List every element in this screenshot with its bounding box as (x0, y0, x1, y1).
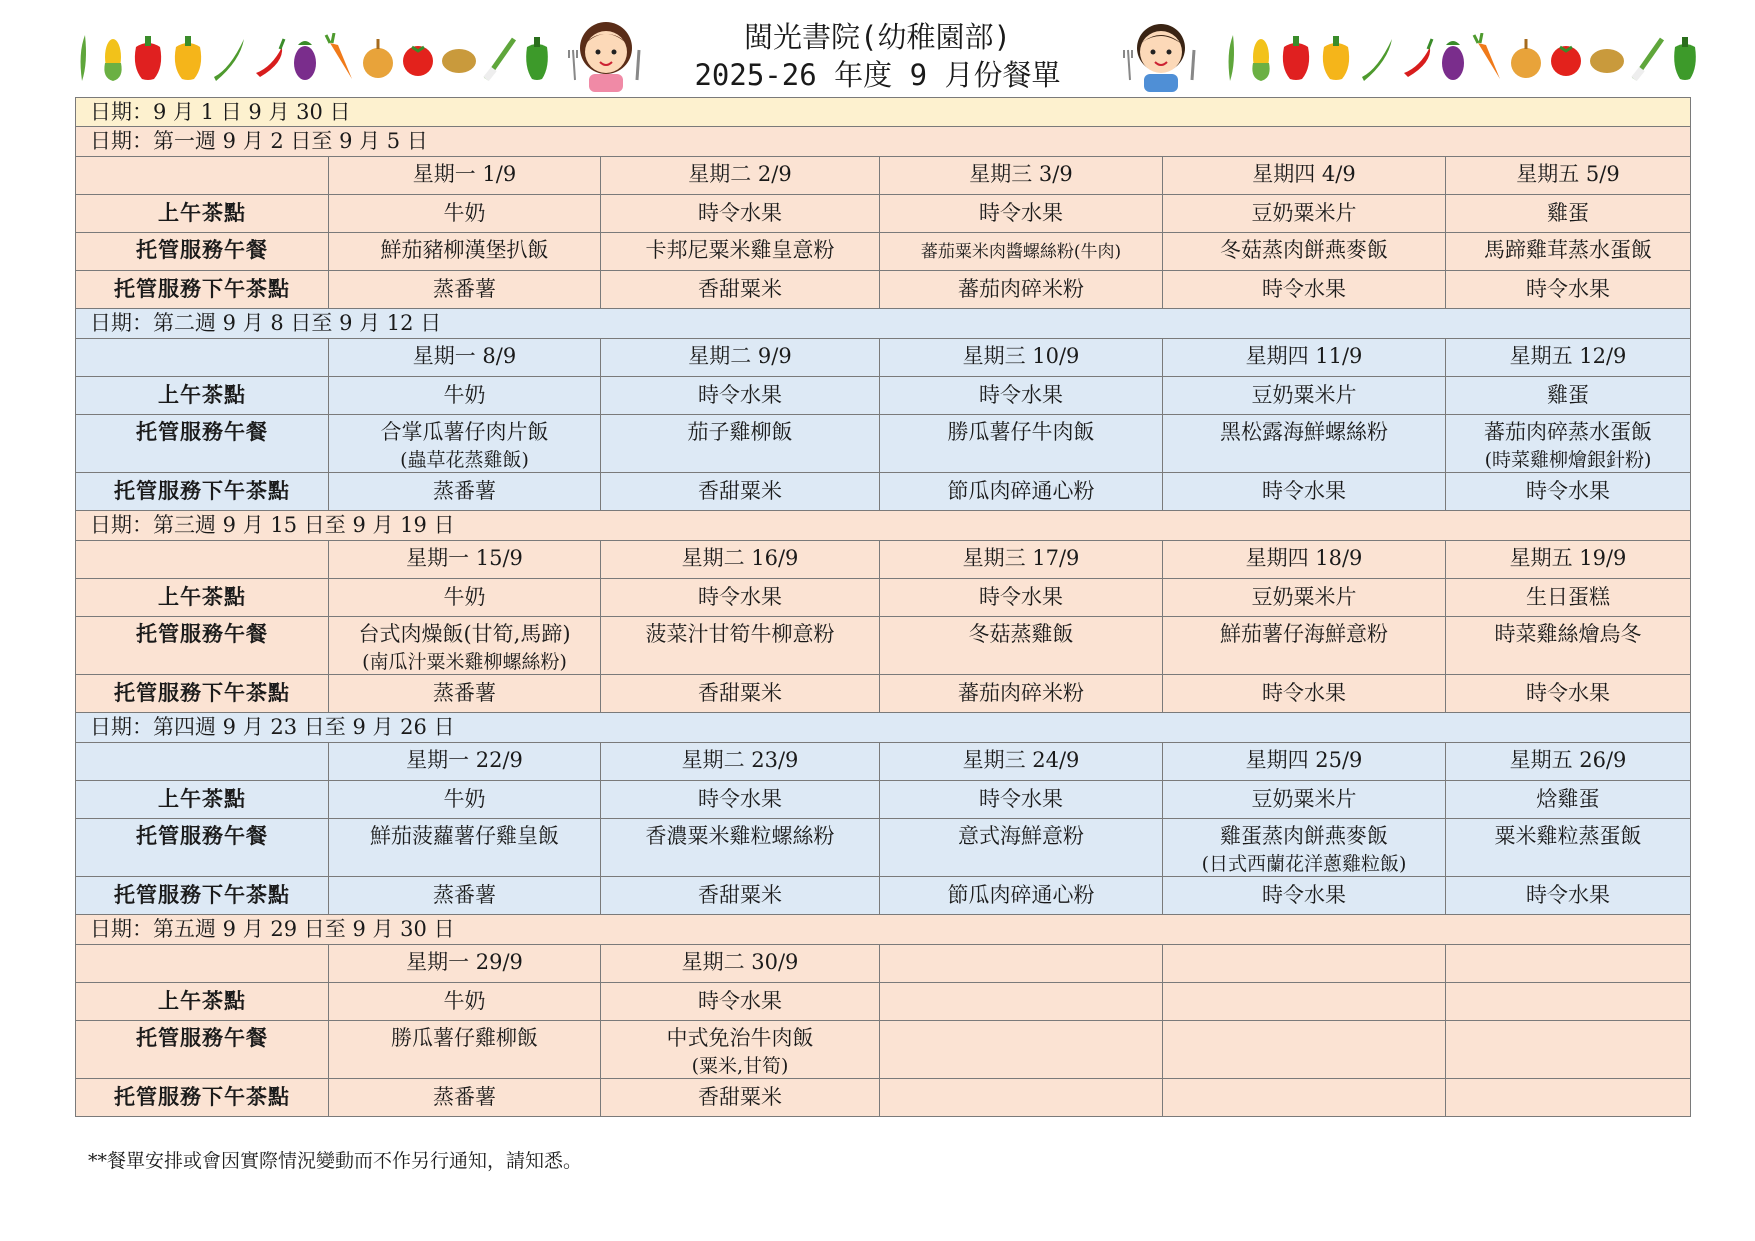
pepper-icon (1222, 33, 1244, 83)
menu-cell: 豆奶粟米片 (1163, 377, 1446, 415)
lunch-row (76, 1021, 1691, 1079)
week-date-range: 日期：第二週 9 月 8 日至 9 月 12 日 (76, 309, 1691, 339)
menu-cell (1163, 233, 1446, 271)
row-label-afternoon-snack: 托管服務下午茶點 (76, 271, 329, 309)
lunch-item: 蕃茄肉碎蒸水蛋飯 (1484, 420, 1652, 444)
menu-cell (880, 617, 1163, 675)
lunch-item: 鮮茄豬柳漢堡扒飯 (380, 238, 549, 262)
day-header: 星期二 23/9 (601, 743, 880, 781)
onion-icon (360, 33, 396, 83)
menu-cell (1446, 617, 1691, 675)
day-header: 星期一 22/9 (329, 743, 601, 781)
menu-cell: 時令水果 (1446, 675, 1691, 713)
green-bean-icon (210, 33, 248, 83)
menu-cell (880, 1079, 1163, 1117)
potato-icon (440, 33, 478, 83)
week-header-row (76, 915, 1691, 945)
menu-cell: 蒸番薯 (329, 877, 601, 915)
scallion-icon (1630, 33, 1666, 83)
menu-cell: 時令水果 (1163, 271, 1446, 309)
day-header: 星期三 17/9 (880, 541, 1163, 579)
red-pepper-icon (1278, 33, 1314, 83)
menu-cell (601, 1021, 880, 1079)
lunch-alternative: (蟲草花蒸雞飯) (400, 449, 529, 471)
day-header (880, 945, 1163, 983)
menu-cell: 香甜粟米 (601, 473, 880, 511)
menu-cell (1163, 617, 1446, 675)
afternoon-snack-row (76, 271, 1691, 309)
day-header: 星期一 15/9 (329, 541, 601, 579)
day-header: 星期四 25/9 (1163, 743, 1446, 781)
day-header: 星期二 9/9 (601, 339, 880, 377)
row-label-lunch: 托管服務午餐 (76, 415, 329, 473)
menu-cell: 時令水果 (1163, 675, 1446, 713)
week-date-range: 日期：第五週 9 月 29 日至 9 月 30 日 (76, 915, 1691, 945)
row-label-morning-snack: 上午茶點 (76, 579, 329, 617)
lunch-item: 鮮茄薯仔海鮮意粉 (1220, 622, 1388, 646)
lunch-row (76, 233, 1691, 271)
day-header: 星期三 3/9 (880, 157, 1163, 195)
menu-cell: 牛奶 (329, 781, 601, 819)
afternoon-snack-row (76, 1079, 1691, 1117)
menu-cell (601, 819, 880, 877)
day-header (1446, 945, 1691, 983)
yellow-pepper-icon (1318, 33, 1354, 83)
lunch-alternative: (粟米,甘筍) (691, 1055, 789, 1077)
menu-cell: 節瓜肉碎通心粉 (880, 877, 1163, 915)
corner-cell (76, 157, 329, 195)
menu-cell: 香甜粟米 (601, 1079, 880, 1117)
lunch-item: 中式免治牛肉飯 (666, 1026, 814, 1050)
row-label-lunch: 托管服務午餐 (76, 617, 329, 675)
lunch-row (76, 415, 1691, 473)
week-header-row (76, 127, 1691, 157)
day-header: 星期一 1/9 (329, 157, 601, 195)
menu-cell (880, 983, 1163, 1021)
menu-cell: 節瓜肉碎通心粉 (880, 473, 1163, 511)
menu-cell: 蒸番薯 (329, 271, 601, 309)
chili-icon (1400, 33, 1434, 83)
lunch-alternative: (時菜雞柳燴銀針粉) (1484, 449, 1652, 471)
menu-cell: 蕃茄肉碎米粉 (880, 271, 1163, 309)
lunch-alternative: (日式西蘭花洋蔥雞粒飯) (1201, 853, 1407, 875)
afternoon-snack-row (76, 473, 1691, 511)
menu-cell (1446, 819, 1691, 877)
day-header: 星期五 26/9 (1446, 743, 1691, 781)
lunch-item: 勝瓜薯仔雞柳飯 (391, 1026, 538, 1050)
day-header-row (76, 945, 1691, 983)
day-header (1163, 945, 1446, 983)
menu-cell: 時令水果 (880, 377, 1163, 415)
corner-cell (76, 945, 329, 983)
menu-cell (329, 819, 601, 877)
afternoon-snack-row (76, 675, 1691, 713)
day-header: 星期四 18/9 (1163, 541, 1446, 579)
row-label-morning-snack: 上午茶點 (76, 983, 329, 1021)
pepper-icon (74, 33, 96, 83)
lunch-item: 香濃粟米雞粒螺絲粉 (645, 824, 835, 848)
lunch-item: 台式肉燥飯(甘筍,馬蹄) (358, 622, 571, 646)
menu-cell (1446, 1021, 1691, 1079)
vegetable-border-left (74, 28, 552, 88)
eggplant-icon (1438, 33, 1468, 83)
girl-with-cutlery-icon (563, 10, 649, 94)
menu-cell: 時令水果 (1163, 473, 1446, 511)
carrot-icon (324, 33, 356, 83)
lunch-item: 勝瓜薯仔牛肉飯 (947, 420, 1095, 444)
menu-cell: 焓雞蛋 (1446, 781, 1691, 819)
row-label-morning-snack: 上午茶點 (76, 377, 329, 415)
menu-cell: 香甜粟米 (601, 675, 880, 713)
day-header: 星期五 19/9 (1446, 541, 1691, 579)
menu-cell (1163, 1079, 1446, 1117)
row-label-lunch: 托管服務午餐 (76, 819, 329, 877)
date-range-row (76, 98, 1691, 127)
menu-cell (1163, 983, 1446, 1021)
lunch-row (76, 819, 1691, 877)
menu-cell: 時令水果 (880, 195, 1163, 233)
menu-cell (880, 415, 1163, 473)
date-range: 日期：9 月 1 日 9 月 30 日 (76, 98, 1691, 127)
menu-cell: 時令水果 (601, 781, 880, 819)
menu-cell: 時令水果 (601, 579, 880, 617)
row-label-lunch: 托管服務午餐 (76, 233, 329, 271)
row-label-morning-snack: 上午茶點 (76, 195, 329, 233)
yellow-pepper-icon (170, 33, 206, 83)
lunch-item: 馬蹄雞茸蒸水蛋飯 (1484, 238, 1652, 262)
menu-cell (880, 1021, 1163, 1079)
lunch-item: 時菜雞絲燴烏冬 (1494, 622, 1642, 646)
week-header-row (76, 309, 1691, 339)
day-header: 星期二 2/9 (601, 157, 880, 195)
menu-cell: 蕃茄肉碎米粉 (880, 675, 1163, 713)
menu-cell (329, 1021, 601, 1079)
scallion-icon (482, 33, 518, 83)
day-header: 星期三 10/9 (880, 339, 1163, 377)
day-header: 星期三 24/9 (880, 743, 1163, 781)
morning-snack-row (76, 579, 1691, 617)
day-header-row (76, 743, 1691, 781)
row-label-afternoon-snack: 托管服務下午茶點 (76, 675, 329, 713)
morning-snack-row (76, 781, 1691, 819)
menu-cell: 香甜粟米 (601, 271, 880, 309)
menu-cell: 時令水果 (1163, 877, 1446, 915)
onion-icon (1508, 33, 1544, 83)
week-date-range: 日期：第一週 9 月 2 日至 9 月 5 日 (76, 127, 1691, 157)
morning-snack-row (76, 377, 1691, 415)
row-label-afternoon-snack: 托管服務下午茶點 (76, 1079, 329, 1117)
lunch-item: 卡邦尼粟米雞皇意粉 (645, 238, 835, 262)
corner-cell (76, 541, 329, 579)
week-date-range: 日期：第三週 9 月 15 日至 9 月 19 日 (76, 511, 1691, 541)
menu-cell: 生日蛋糕 (1446, 579, 1691, 617)
menu-cell: 雞蛋 (1446, 195, 1691, 233)
menu-cell: 牛奶 (329, 579, 601, 617)
week-date-range: 日期：第四週 9 月 23 日至 9 月 26 日 (76, 713, 1691, 743)
menu-cell: 雞蛋 (1446, 377, 1691, 415)
day-header-row (76, 541, 1691, 579)
day-header: 星期五 5/9 (1446, 157, 1691, 195)
morning-snack-row (76, 983, 1691, 1021)
menu-cell: 時令水果 (601, 983, 880, 1021)
potato-icon (1588, 33, 1626, 83)
menu-cell (1446, 983, 1691, 1021)
week-header-row (76, 511, 1691, 541)
menu-cell: 豆奶粟米片 (1163, 781, 1446, 819)
menu-cell: 蒸番薯 (329, 1079, 601, 1117)
eggplant-icon (290, 33, 320, 83)
row-label-afternoon-snack: 托管服務下午茶點 (76, 473, 329, 511)
chili-icon (252, 33, 286, 83)
menu-cell (329, 617, 601, 675)
lunch-item: 冬菇蒸雞飯 (968, 622, 1074, 646)
day-header-row (76, 157, 1691, 195)
menu-cell: 豆奶粟米片 (1163, 195, 1446, 233)
menu-cell: 時令水果 (880, 579, 1163, 617)
week-header-row (76, 713, 1691, 743)
day-header: 星期四 11/9 (1163, 339, 1446, 377)
day-header: 星期二 16/9 (601, 541, 880, 579)
day-header: 星期四 4/9 (1163, 157, 1446, 195)
corner-cell (76, 339, 329, 377)
menu-cell (880, 819, 1163, 877)
menu-cell: 豆奶粟米片 (1163, 579, 1446, 617)
day-header-row (76, 339, 1691, 377)
menu-table (75, 97, 1691, 1117)
menu-cell (1446, 415, 1691, 473)
lunch-item: 雞蛋蒸肉餅燕麥飯 (1220, 824, 1388, 848)
page-header (0, 0, 1755, 98)
lunch-item: 茄子雞柳飯 (687, 420, 793, 444)
corner-cell (76, 743, 329, 781)
lunch-item: 鮮茄菠蘿薯仔雞皇飯 (370, 824, 559, 848)
lunch-item: 蕃茄粟米肉醬螺絲粉(牛肉) (920, 242, 1122, 262)
corn-icon (1248, 33, 1274, 83)
menu-cell (329, 233, 601, 271)
menu-cell (1163, 1021, 1446, 1079)
morning-snack-row (76, 195, 1691, 233)
menu-cell: 牛奶 (329, 377, 601, 415)
lunch-row (76, 617, 1691, 675)
menu-cell: 時令水果 (601, 195, 880, 233)
menu-cell (601, 415, 880, 473)
menu-cell (1163, 415, 1446, 473)
footnote: **餐單安排或會因實際情況變動而不作另行通知，請知悉。 (88, 1150, 583, 1172)
menu-cell: 蒸番薯 (329, 473, 601, 511)
row-label-afternoon-snack: 托管服務下午茶點 (76, 877, 329, 915)
day-header: 星期二 30/9 (601, 945, 880, 983)
afternoon-snack-row (76, 877, 1691, 915)
menu-cell: 蒸番薯 (329, 675, 601, 713)
page-subtitle: 2025-26 年度 9 月份餐單 (694, 58, 1061, 92)
tomato-icon (400, 33, 436, 83)
menu-cell: 牛奶 (329, 195, 601, 233)
corn-icon (100, 33, 126, 83)
lunch-item: 粟米雞粒蒸蛋飯 (1494, 824, 1642, 848)
menu-cell (601, 233, 880, 271)
day-header: 星期一 29/9 (329, 945, 601, 983)
green-pepper-icon (1670, 33, 1700, 83)
row-label-morning-snack: 上午茶點 (76, 781, 329, 819)
lunch-item: 合掌瓜薯仔肉片飯 (380, 420, 549, 444)
menu-cell: 時令水果 (880, 781, 1163, 819)
red-pepper-icon (130, 33, 166, 83)
lunch-item: 黑松露海鮮螺絲粉 (1220, 420, 1388, 444)
menu-cell (1446, 233, 1691, 271)
row-label-lunch: 托管服務午餐 (76, 1021, 329, 1079)
menu-cell: 時令水果 (1446, 473, 1691, 511)
lunch-item: 意式海鮮意粉 (958, 824, 1084, 848)
menu-cell (1446, 1079, 1691, 1117)
menu-cell: 牛奶 (329, 983, 601, 1021)
menu-cell: 時令水果 (1446, 271, 1691, 309)
menu-cell (329, 415, 601, 473)
boy-with-cutlery-icon (1118, 10, 1204, 94)
menu-cell: 香甜粟米 (601, 877, 880, 915)
day-header: 星期五 12/9 (1446, 339, 1691, 377)
menu-cell (1163, 819, 1446, 877)
lunch-item: 冬菇蒸肉餅燕麥飯 (1220, 238, 1388, 262)
menu-cell: 時令水果 (1446, 877, 1691, 915)
menu-cell (880, 233, 1163, 271)
green-pepper-icon (522, 33, 552, 83)
day-header: 星期一 8/9 (329, 339, 601, 377)
green-bean-icon (1358, 33, 1396, 83)
vegetable-border-right (1222, 28, 1700, 88)
lunch-alternative: (南瓜汁粟米雞柳螺絲粉) (362, 651, 567, 673)
lunch-item: 菠菜汁甘筍牛柳意粉 (645, 622, 835, 646)
carrot-icon (1472, 33, 1504, 83)
page-title: 閩光書院(幼稚園部) (744, 20, 1011, 54)
menu-cell (601, 617, 880, 675)
tomato-icon (1548, 33, 1584, 83)
menu-cell: 時令水果 (601, 377, 880, 415)
